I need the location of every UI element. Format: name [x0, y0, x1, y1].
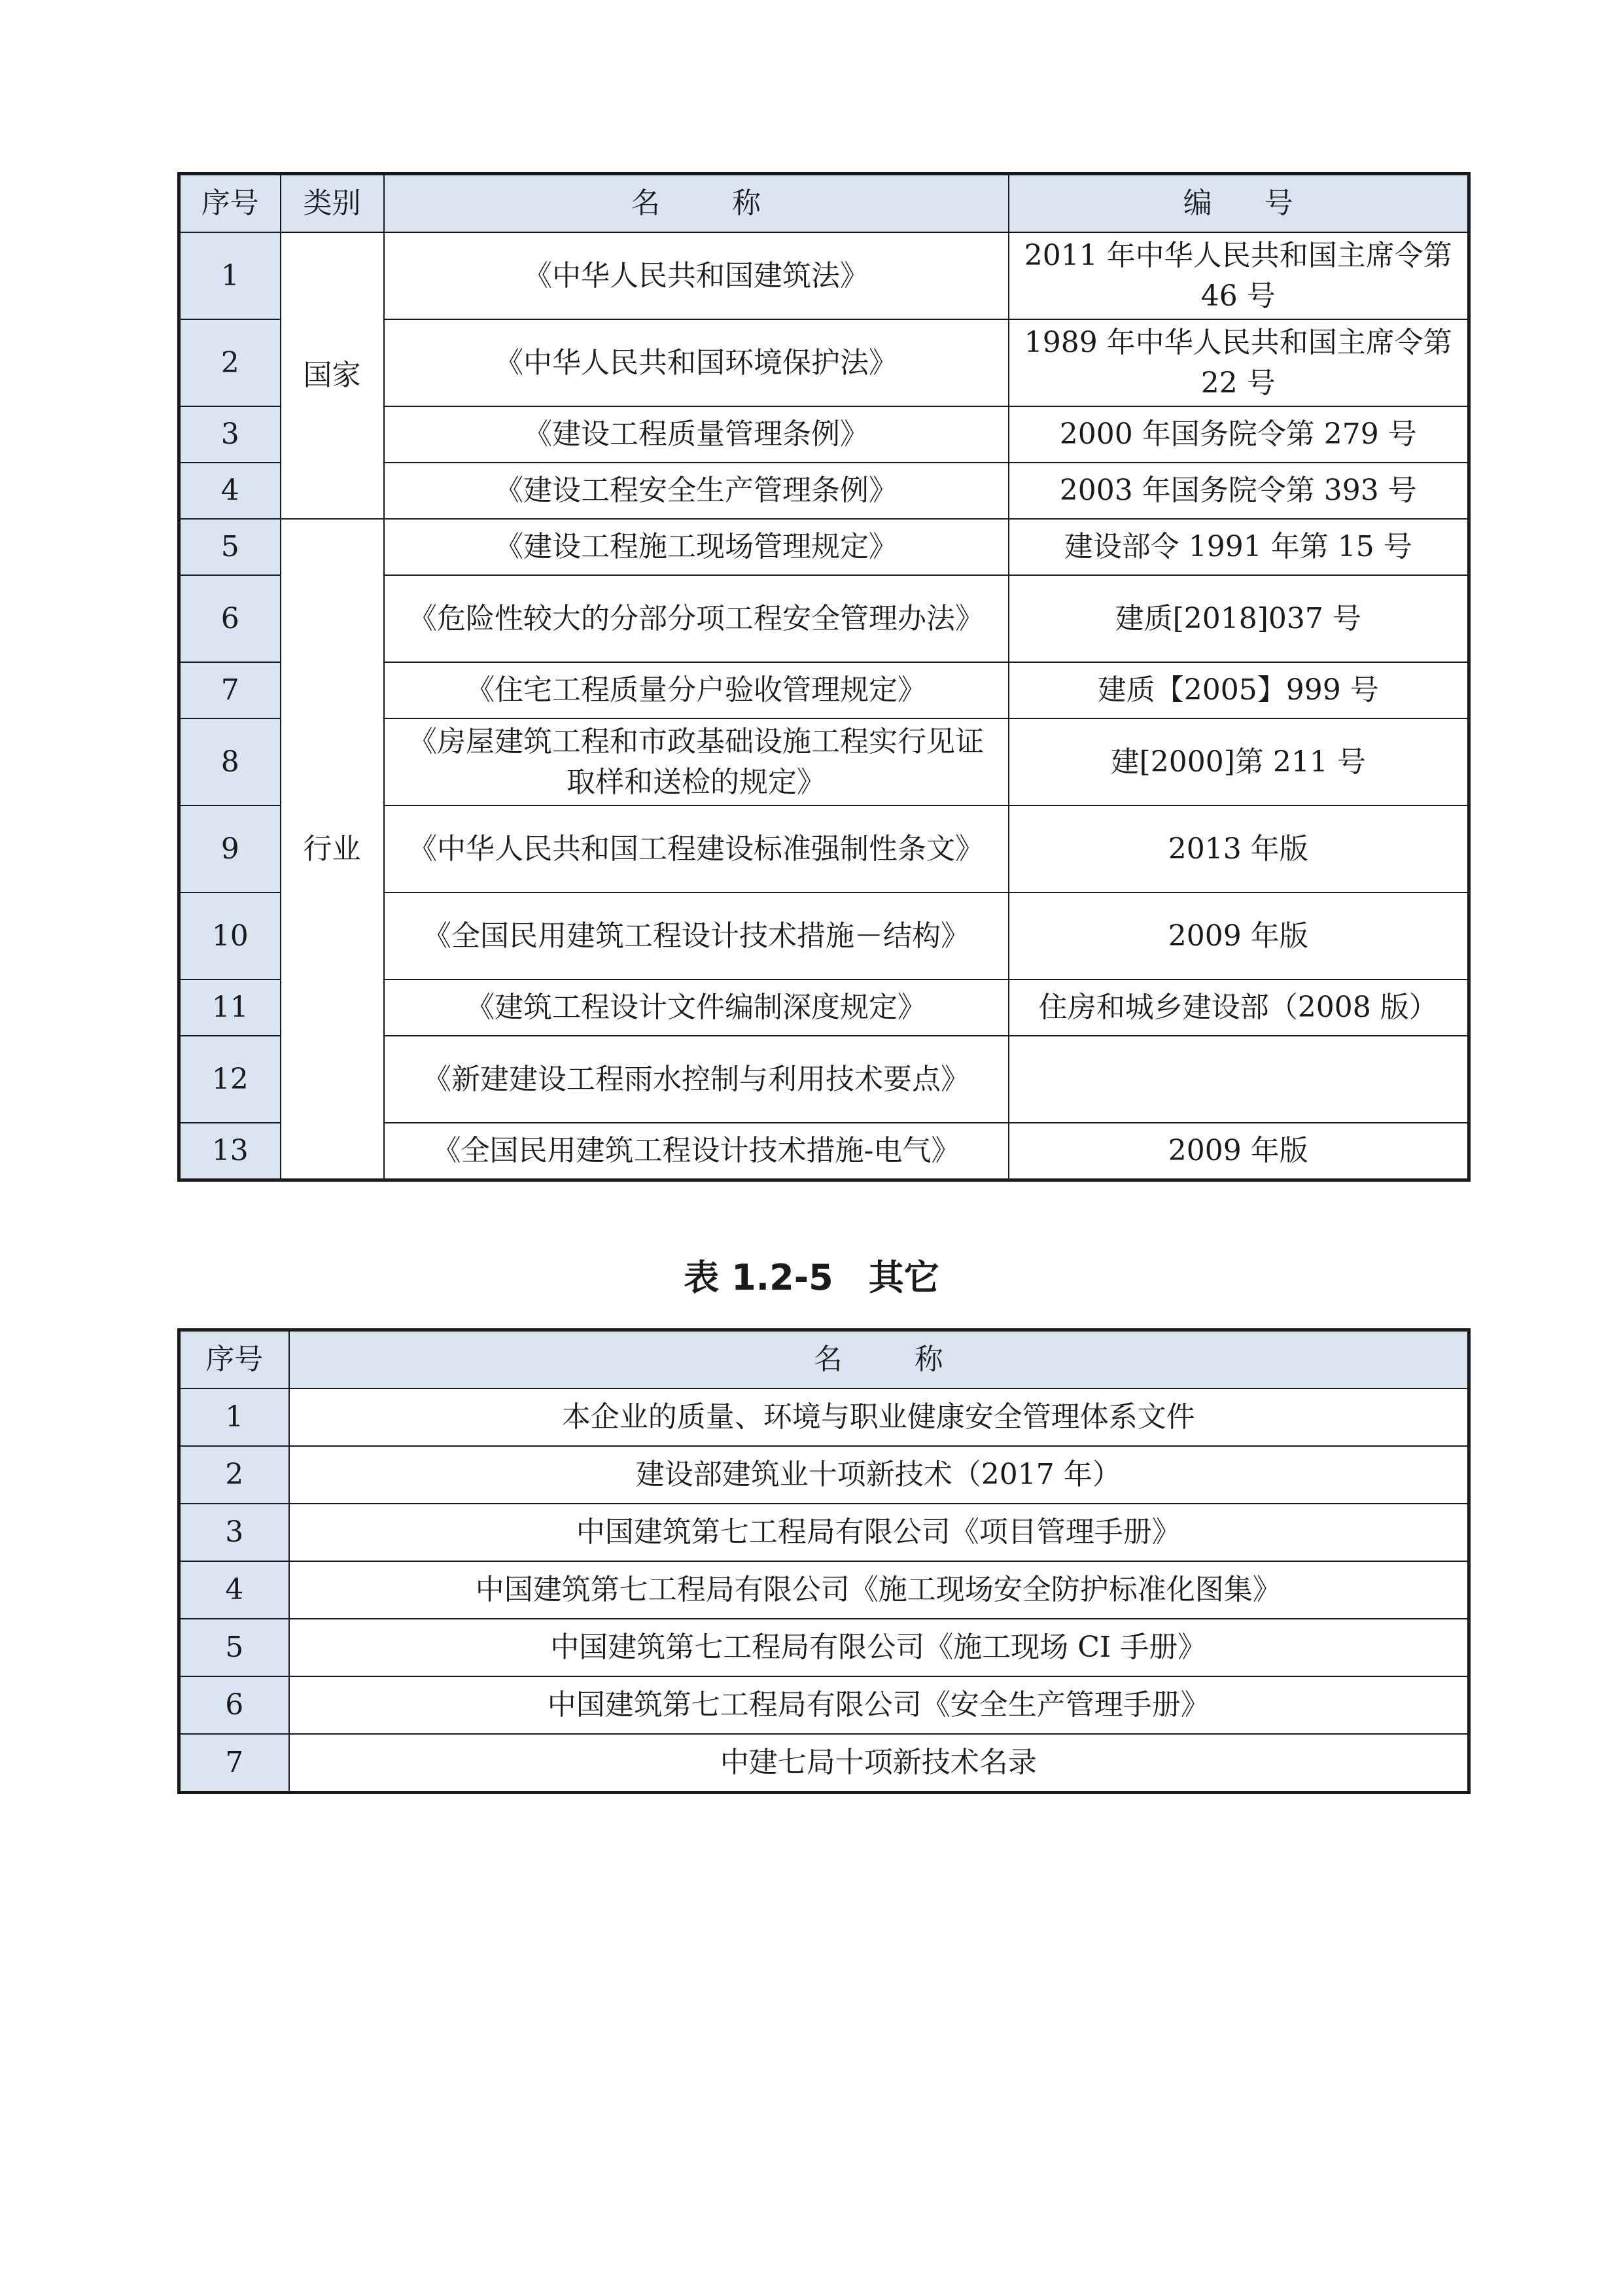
- row-name: 中国建筑第七工程局有限公司《施工现场安全防护标准化图集》: [289, 1561, 1469, 1619]
- table-row: [179, 519, 1469, 575]
- table-row: [179, 1734, 1469, 1793]
- row-code: 建设部令 1991 年第 15 号: [1009, 519, 1469, 575]
- table-row: [179, 1446, 1469, 1504]
- row-seq: 5: [179, 519, 281, 575]
- row-seq: 5: [179, 1619, 289, 1676]
- row-name: 《全国民用建筑工程设计技术措施-电气》: [384, 1123, 1009, 1180]
- row-name: 中国建筑第七工程局有限公司《项目管理手册》: [289, 1504, 1469, 1561]
- row-name: 中国建筑第七工程局有限公司《施工现场 CI 手册》: [289, 1619, 1469, 1676]
- row-name: 《全国民用建筑工程设计技术措施－结构》: [384, 892, 1009, 980]
- row-code: 2009 年版: [1009, 892, 1469, 980]
- other-references-table: [177, 1328, 1471, 1794]
- table-row: [179, 232, 1469, 319]
- row-name: 《中华人民共和国环境保护法》: [384, 319, 1009, 406]
- regulations-table: [177, 172, 1471, 1182]
- table-header-row: [179, 1330, 1469, 1389]
- row-name: 《建设工程安全生产管理条例》: [384, 463, 1009, 519]
- row-seq: 1: [179, 232, 281, 319]
- row-code: 2011 年中华人民共和国主席令第 46 号: [1009, 232, 1469, 319]
- row-seq: 1: [179, 1388, 289, 1446]
- header-seq: 序号: [179, 1330, 289, 1389]
- row-seq: 3: [179, 1504, 289, 1561]
- header-name: 名 称: [384, 174, 1009, 233]
- row-seq: 7: [179, 1734, 289, 1793]
- row-name: 《建设工程质量管理条例》: [384, 406, 1009, 463]
- row-name: 《房屋建筑工程和市政基础设施工程实行见证取样和送检的规定》: [384, 718, 1009, 805]
- row-seq: 4: [179, 1561, 289, 1619]
- row-name: 建设部建筑业十项新技术（2017 年）: [289, 1446, 1469, 1504]
- row-name: 《建设工程施工现场管理规定》: [384, 519, 1009, 575]
- row-seq: 11: [179, 980, 281, 1036]
- table-header-row: [179, 174, 1469, 233]
- row-code: 2009 年版: [1009, 1123, 1469, 1180]
- row-name: 《危险性较大的分部分项工程安全管理办法》: [384, 575, 1009, 662]
- row-seq: 6: [179, 575, 281, 662]
- row-seq: 9: [179, 805, 281, 892]
- row-code: 2000 年国务院令第 279 号: [1009, 406, 1469, 463]
- row-seq: 10: [179, 892, 281, 980]
- row-code: 住房和城乡建设部（2008 版）: [1009, 980, 1469, 1036]
- table-row: [179, 1504, 1469, 1561]
- row-seq: 3: [179, 406, 281, 463]
- row-name: 中建七局十项新技术名录: [289, 1734, 1469, 1793]
- row-name: 《中华人民共和国建筑法》: [384, 232, 1009, 319]
- row-name: 《中华人民共和国工程建设标准强制性条文》: [384, 805, 1009, 892]
- row-seq: 6: [179, 1676, 289, 1734]
- header-code: 编 号: [1009, 174, 1469, 233]
- header-category: 类别: [281, 174, 384, 233]
- table-row: [179, 1676, 1469, 1734]
- row-seq: 2: [179, 1446, 289, 1504]
- row-name: 《住宅工程质量分户验收管理规定》: [384, 662, 1009, 718]
- row-name: 本企业的质量、环境与职业健康安全管理体系文件: [289, 1388, 1469, 1446]
- row-name: 《建筑工程设计文件编制深度规定》: [384, 980, 1009, 1036]
- table-row: [179, 1619, 1469, 1676]
- row-code: 建质[2018]037 号: [1009, 575, 1469, 662]
- row-code: 建[2000]第 211 号: [1009, 718, 1469, 805]
- table-caption: 表 1.2-5 其它: [684, 1257, 939, 1298]
- row-name: 中国建筑第七工程局有限公司《安全生产管理手册》: [289, 1676, 1469, 1734]
- row-seq: 8: [179, 718, 281, 805]
- row-seq: 2: [179, 319, 281, 406]
- table-row: [179, 1561, 1469, 1619]
- header-seq: 序号: [179, 174, 281, 233]
- header-name: 名 称: [289, 1330, 1469, 1389]
- row-seq: 13: [179, 1123, 281, 1180]
- row-seq: 7: [179, 662, 281, 718]
- row-code: [1009, 1036, 1469, 1123]
- row-seq: 12: [179, 1036, 281, 1123]
- table-row: [179, 1388, 1469, 1446]
- row-seq: 4: [179, 463, 281, 519]
- row-name: 《新建建设工程雨水控制与利用技术要点》: [384, 1036, 1009, 1123]
- row-code: 建质【2005】999 号: [1009, 662, 1469, 718]
- category-industry: 行业: [281, 519, 384, 1180]
- category-national: 国家: [281, 232, 384, 519]
- row-code: 1989 年中华人民共和国主席令第 22 号: [1009, 319, 1469, 406]
- row-code: 2013 年版: [1009, 805, 1469, 892]
- row-code: 2003 年国务院令第 393 号: [1009, 463, 1469, 519]
